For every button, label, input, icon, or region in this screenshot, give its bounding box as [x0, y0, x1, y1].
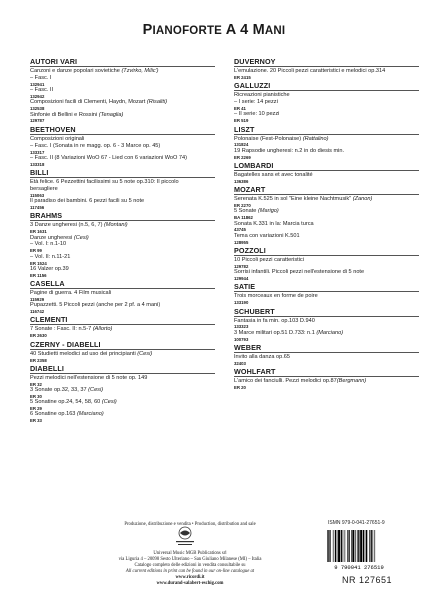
composer-section — [234, 57, 419, 80]
edition-code: ER 30 — [30, 393, 42, 399]
composer-section — [234, 161, 419, 184]
edition-code: 32403 — [234, 360, 246, 366]
work-title-text: – Fasc. I (Sonata in re magg. op. 6 - 3 Marce op. 45) — [30, 142, 161, 149]
composer-header: DUVERNOY — [234, 57, 419, 67]
barcode-bar — [357, 530, 358, 562]
barcode-bar — [347, 530, 348, 562]
work-title-text: Bagatelles sans et avec tonalité — [234, 171, 313, 178]
work-title-text: 3 Danze ungheresi (n.5, 6, 7) — [30, 222, 105, 229]
publisher-logo — [170, 526, 200, 548]
title-rest: ANI — [264, 25, 286, 37]
composer-section — [30, 168, 215, 210]
work-title — [234, 136, 419, 143]
edition-code: 133323 — [234, 324, 249, 330]
left-catalog-column — [30, 57, 215, 425]
work-title-text: – Vol. II: n.11-21 — [30, 253, 71, 260]
edition-code: 43745 — [234, 227, 246, 233]
barcode-bar — [327, 530, 328, 562]
work-title — [30, 266, 215, 273]
edition-code: ER 1524 — [30, 260, 47, 266]
arranger-name: (Tenaglia) — [98, 111, 124, 118]
work-title-text: 19 Rapsodie ungheresi: n.2 in do diesis min. — [234, 147, 345, 154]
work-title-text: – Fasc. I — [30, 74, 52, 81]
arranger-name: (Allorto) — [92, 326, 113, 333]
work-title-text: – Fasc. II (8 Variazioni WoO 67 - Lied con 6 variazioni WoO 74) — [30, 154, 188, 161]
work-title — [30, 155, 215, 162]
arranger-name: (Cesi) — [88, 387, 104, 394]
composer-section — [234, 125, 419, 160]
work-title — [30, 99, 215, 106]
edition-code: 133317 — [30, 149, 45, 155]
edition-code: 116742 — [30, 309, 45, 315]
edition-code: 132941 — [30, 81, 45, 87]
composer-header: SATIE — [234, 282, 419, 292]
work-title-text: Pezzi melodici nell'estensione di 5 note op. 149 — [30, 374, 148, 381]
catalog-note-en: All current editions in print can be found in our on-line catalogue at — [125, 569, 255, 574]
work-title — [30, 235, 215, 242]
barcode-bar — [352, 530, 354, 562]
barcode — [323, 528, 395, 570]
work-title-text: Pagine di guerra. 4 Film musicali — [30, 290, 112, 297]
edition-code: ER 99 — [30, 248, 42, 254]
edition-code: ER 2270 — [234, 203, 251, 209]
barcode-bar — [338, 530, 340, 562]
edition-code: ER 1156 — [30, 272, 47, 278]
work-title-text: Canzoni e danze popolari sovietiche — [30, 68, 122, 74]
work-title-text: 10 Piccoli pezzi caratteristici — [234, 256, 304, 263]
barcode-bar — [328, 530, 329, 562]
work-title-text: Composizioni facili di Clementi, Haydn, Mozart — [30, 99, 147, 106]
composer-section — [30, 315, 215, 338]
work-title — [234, 257, 419, 264]
work-title-text: 6 Sonatine op.163 — [30, 411, 77, 418]
barcode-bar — [360, 530, 362, 562]
work-title-text: Trois morceaux en forme de poire — [234, 293, 318, 300]
page-title — [0, 22, 428, 38]
edition-code: ER 519 — [234, 118, 249, 124]
work-title-text: – Vol. I: n.1-10 — [30, 241, 67, 248]
composer-header: POZZOLI — [234, 246, 419, 256]
edition-code: 129787 — [30, 118, 45, 124]
work-title — [234, 354, 419, 361]
arranger-name: (Marciano) — [316, 329, 344, 336]
work-title — [234, 318, 419, 325]
barcode-bar — [366, 530, 367, 562]
edition-code: 115063 — [30, 192, 45, 198]
barcode-bar — [369, 530, 370, 562]
edition-code: ER 2630 — [30, 333, 47, 339]
work-title — [30, 375, 215, 382]
arranger-name: (Tzvirko, Milic') — [121, 68, 159, 74]
edition-code: 129944 — [234, 276, 249, 282]
composer-section — [30, 364, 215, 424]
work-title-text: Polonaise (Fest-Polonaise) — [234, 135, 303, 142]
work-title — [30, 143, 215, 150]
work-title — [234, 111, 419, 118]
barcode-bar — [374, 530, 375, 562]
composer-header: AUTORI VARI — [30, 57, 215, 67]
work-title-text: – I serie: 14 pezzi — [234, 99, 278, 106]
edition-code: ER 32 — [30, 381, 42, 387]
work-title-text: 3 Sonate op.32, 33, 37 — [30, 387, 89, 394]
arranger-name: (Cesi) — [73, 234, 89, 241]
title-initial: M — [252, 22, 265, 38]
work-title — [30, 222, 215, 229]
work-title-text: 5 Sonatine op.24, 54, 58, 60 — [30, 399, 102, 406]
edition-code: 117456 — [30, 205, 45, 211]
edition-code: 129782 — [234, 263, 249, 269]
edition-code: BA 11862 — [234, 215, 253, 221]
catalog-number: NR 127651 — [342, 575, 393, 585]
work-title — [30, 75, 215, 82]
edition-code: 131824 — [234, 142, 249, 148]
edition-code: 100793 — [234, 336, 249, 342]
arranger-name: (Marciano) — [76, 411, 104, 418]
barcode-number: 9 790041 276519 — [334, 564, 384, 570]
barcode-bar — [355, 530, 356, 562]
barcode-bar — [348, 530, 349, 562]
composer-section — [30, 125, 215, 167]
composer-header: CZERNY - DIABELLI — [30, 340, 215, 350]
work-title — [30, 254, 215, 261]
barcode-bar — [337, 530, 338, 562]
arranger-name: (Zanon) — [352, 196, 373, 203]
work-title-text: Pupazzetti. 5 Piccoli pezzi (anche per 2 pf. a 4 mani) — [30, 302, 161, 309]
work-title-text: 3 Marce militari op.51 D.733: n.1 — [234, 329, 317, 336]
work-title — [234, 221, 419, 228]
arranger-name: (Montani) — [104, 222, 128, 229]
composer-header: BEETHOVEN — [30, 125, 215, 135]
publisher-name: Universal Music MGB Publications srl — [153, 551, 227, 556]
arranger-name: (Rattalino) — [302, 135, 329, 142]
barcode-bar — [335, 530, 336, 562]
footer-line1: Produzione, distribuzione e vendita • Production, distribution and sale — [124, 522, 256, 527]
work-title — [234, 269, 419, 276]
work-title — [30, 411, 215, 418]
work-title — [30, 399, 215, 406]
edition-code: ER 2415 — [234, 74, 251, 80]
work-title-text: – Fasc. II — [30, 87, 54, 94]
work-title-text: Età felice. 6 Pezzettini facilissimi su 5 note op.310: Il piccolo — [30, 179, 179, 186]
edition-code: ER 20 — [234, 385, 246, 391]
work-title-text: Sonata K.331 in la: Marcia turca — [234, 220, 314, 227]
composer-header: DIABELLI — [30, 364, 215, 374]
work-title-text: Composizioni originali — [30, 135, 85, 142]
barcode-bar — [373, 530, 374, 562]
work-title — [234, 148, 419, 155]
composer-header: BRAHMS — [30, 211, 215, 221]
edition-code: 136386 — [234, 178, 249, 184]
arranger-name: (Bergmann) — [336, 378, 367, 385]
composer-header: WEBER — [234, 343, 419, 353]
website-durand[interactable]: www.durand-salabert-eschig.com — [156, 581, 224, 586]
barcode-bar — [365, 530, 366, 562]
edition-code: ER 2269 — [234, 154, 251, 160]
work-title-text: 16 Valzer op.39 — [30, 265, 69, 272]
composer-section — [234, 307, 419, 342]
composer-section — [30, 211, 215, 278]
edition-code: 132942 — [30, 94, 45, 100]
work-title-text: 5 Sonate — [234, 208, 258, 215]
barcode-bar — [371, 530, 372, 562]
edition-code: 115929 — [30, 296, 45, 302]
work-title — [234, 196, 419, 203]
edition-code: ER 1631 — [30, 229, 47, 235]
work-title — [30, 87, 215, 94]
work-title-text: Danze ungheresi — [30, 234, 74, 241]
work-title — [30, 68, 215, 75]
work-title — [234, 99, 419, 106]
title-initial: 4 — [240, 22, 249, 38]
edition-code: 133190 — [234, 300, 249, 306]
catalog-note-it: Catalogo completo delle edizioni in vendita consultabile su — [134, 563, 246, 568]
edition-code: 128955 — [234, 239, 249, 245]
arranger-name: (Cesi) — [101, 399, 117, 406]
work-title — [30, 326, 215, 333]
composer-header: LOMBARDI — [234, 161, 419, 171]
publisher-address: via Liguria 4 – 20098 Sesto Ulteriano – San Giuliano Milanese (MI) – Italia — [118, 557, 262, 562]
work-title — [30, 302, 215, 309]
composer-header: MOZART — [234, 185, 419, 195]
composer-section — [234, 185, 419, 245]
work-title-text: – II serie: 10 pezzi — [234, 111, 280, 118]
barcode-bar — [351, 530, 352, 562]
composer-section — [234, 282, 419, 305]
composer-section — [234, 367, 419, 390]
work-title-text: L'amico dei fanciulli. Pezzi melodici op.87 — [234, 378, 337, 385]
work-title-text: Tema con variazioni K.501 — [234, 232, 300, 239]
work-title-text: 7 Sonate : Fasc. II: n.5-7 — [30, 326, 93, 333]
composer-header: WOHLFART — [234, 367, 419, 377]
work-title-text: Fantasia in fa min. op.103 D.940 — [234, 317, 315, 324]
work-title — [30, 387, 215, 394]
work-title — [30, 112, 215, 119]
composer-section — [30, 279, 215, 314]
work-title — [30, 186, 215, 193]
title-initial: A — [225, 22, 236, 38]
work-title-text: Sorrisi infantili. Piccoli pezzi nell'estensione di 5 note — [234, 269, 365, 276]
barcode-bar — [341, 530, 342, 562]
work-title — [234, 92, 419, 99]
edition-code: ER 41 — [234, 106, 246, 112]
barcode-bar — [333, 530, 334, 562]
title-initial: P — [142, 22, 153, 38]
work-title-text: Serenata K.525 in sol "Eine kleine Nachtmusik" — [234, 196, 353, 203]
work-title — [30, 198, 215, 205]
work-title — [234, 378, 419, 385]
composer-section — [234, 81, 419, 123]
arranger-name: (Cesi) — [137, 350, 153, 357]
composer-section — [234, 246, 419, 281]
title-rest: IANOFORTE — [152, 25, 223, 37]
composer-header: BILLI — [30, 168, 215, 178]
work-title-text: Il paradiso dei bambini. 6 pezzi facili su 5 note — [30, 198, 145, 205]
composer-header: SCHUBERT — [234, 307, 419, 317]
work-title-text: Ricreazioni pianistiche — [234, 92, 290, 99]
edition-code: ER 33 — [30, 418, 42, 424]
ismn-code: ISMN 979-0-041-27651-9 — [328, 520, 385, 526]
edition-code: ER 29 — [30, 406, 42, 412]
work-title-text: L'emulazione. 20 Piccoli pezzi caratteristici e melodici op.314 — [234, 68, 386, 74]
edition-code: 132538 — [30, 106, 45, 112]
work-title — [30, 351, 215, 358]
composer-header: CLEMENTI — [30, 315, 215, 325]
barcode-bar — [330, 530, 331, 562]
composer-section — [30, 57, 215, 124]
work-title — [234, 330, 419, 337]
barcode-bar — [363, 530, 364, 562]
composer-header: GALLUZZI — [234, 81, 419, 91]
footer-address-block — [70, 551, 310, 587]
work-title — [234, 208, 419, 215]
barcode-bar — [345, 530, 346, 562]
website-ricordi[interactable]: www.ricordi.it — [175, 575, 205, 580]
composer-header: LISZT — [234, 125, 419, 135]
work-title — [234, 172, 419, 179]
work-title — [30, 241, 215, 248]
barcode-bar — [343, 530, 344, 562]
work-title-text: Sinfonie di Bellini e Rossini — [30, 111, 99, 118]
work-title — [30, 179, 215, 186]
composer-section — [30, 340, 215, 363]
edition-code: 133318 — [30, 161, 45, 167]
composer-header: CASELLA — [30, 279, 215, 289]
edition-code: ER 2358 — [30, 357, 47, 363]
work-title — [234, 233, 419, 240]
work-title-text: Invito alla danza op.65 — [234, 353, 290, 360]
work-title — [234, 293, 419, 300]
barcode-bar — [358, 530, 359, 562]
work-title-text: 40 Studietti melodici ad uso dei principianti — [30, 350, 138, 357]
work-title — [30, 290, 215, 297]
arranger-name: (Risaliti) — [146, 99, 168, 106]
composer-section — [234, 343, 419, 366]
right-catalog-column — [234, 57, 419, 391]
work-title — [30, 136, 215, 143]
work-title — [234, 68, 419, 75]
work-title-text: bersagliere — [30, 185, 58, 192]
arranger-name: (Marigo) — [257, 208, 279, 215]
